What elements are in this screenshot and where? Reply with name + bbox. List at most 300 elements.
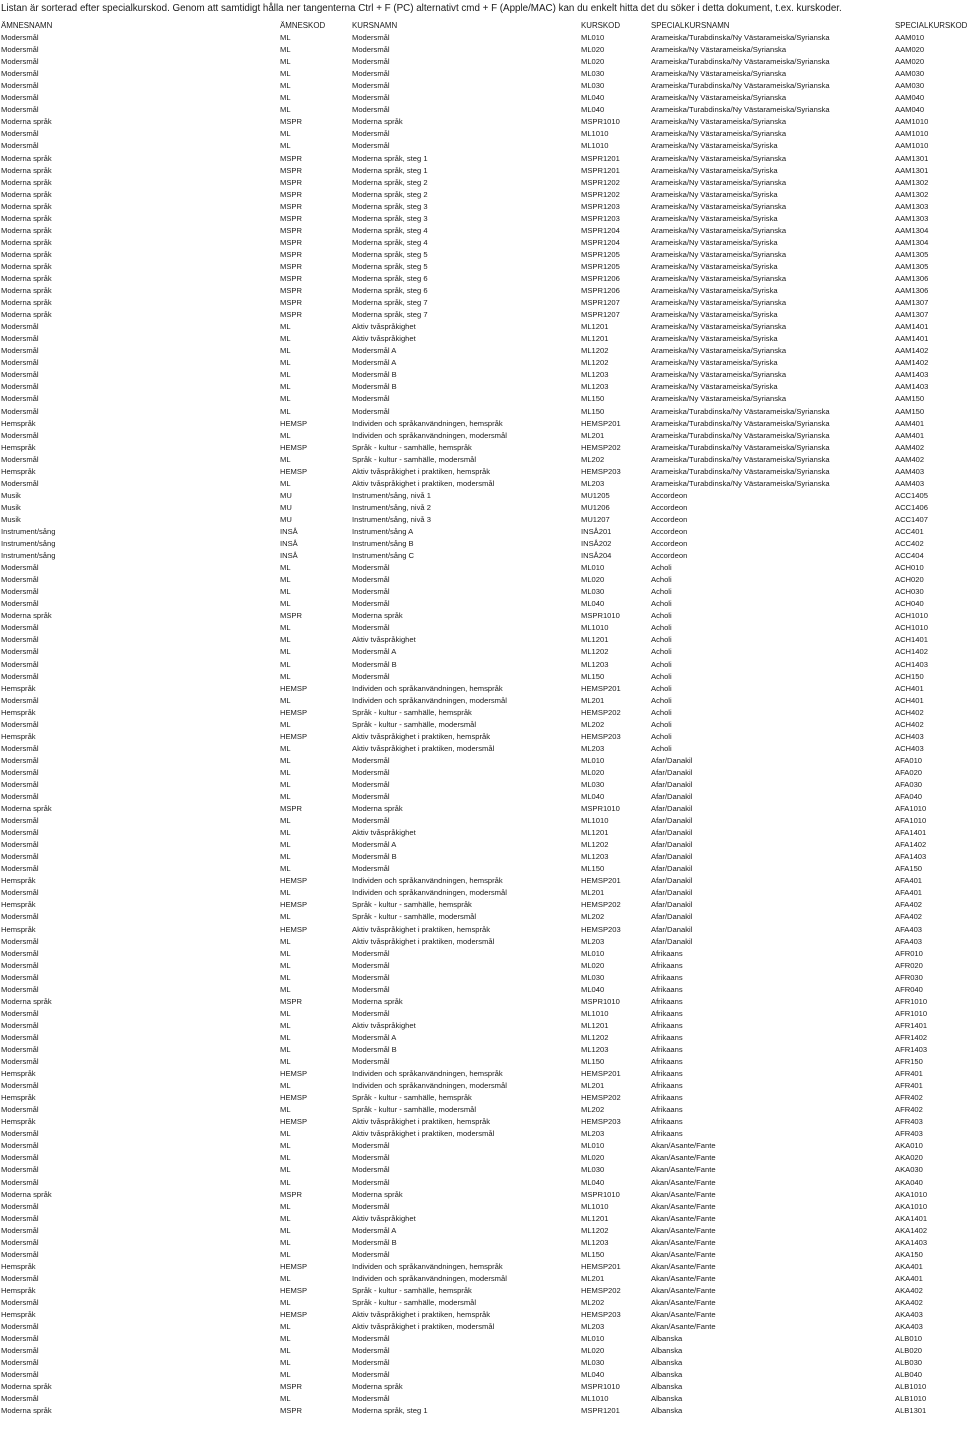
kursnamn-cell: Modersmål (352, 1370, 390, 1380)
specialkurskod-cell: AFR030 (895, 972, 923, 982)
kurskod-cell: INSÅ201 (581, 526, 612, 536)
specialkursnamn-cell: Arameiska/Ny Västarameiska/Syrianska (651, 201, 787, 211)
table-row (0, 165, 960, 177)
specialkursnamn-cell: Acholi (651, 611, 672, 621)
specialkurskod-cell: ACH1403 (895, 659, 928, 669)
specialkurskod-cell: AFA1010 (895, 816, 927, 826)
specialkurskod-cell: ACC1407 (895, 514, 928, 524)
kurskod-cell: ML040 (581, 93, 605, 103)
specialkurskod-cell: AKA402 (895, 1285, 923, 1295)
amneskod-cell: MSPR (280, 261, 302, 271)
header-amnesnamn: ÄMNESNAMN (1, 21, 53, 31)
specialkursnamn-cell: Akan/Asante/Fante (651, 1261, 716, 1271)
kurskod-cell: HEMSP202 (581, 1285, 621, 1295)
kursnamn-cell: Aktiv tvåspråkighet i praktiken, hemspråk (352, 466, 491, 476)
specialkursnamn-cell: Akan/Asante/Fante (651, 1225, 716, 1235)
amneskod-cell: ML (280, 141, 291, 151)
kurskod-cell: ML1202 (581, 358, 609, 368)
specialkursnamn-cell: Albanska (651, 1382, 683, 1392)
kurskod-cell: MSPR1206 (581, 286, 620, 296)
kurskod-cell: ML020 (581, 575, 605, 585)
kurskod-cell: ML010 (581, 755, 605, 765)
amnesnamn-cell: Moderna språk (1, 310, 52, 320)
specialkursnamn-cell: Akan/Asante/Fante (651, 1213, 716, 1223)
table-row (0, 815, 960, 827)
kurskod-cell: INSÅ202 (581, 539, 612, 549)
amneskod-cell: ML (280, 623, 291, 633)
table-row (0, 309, 960, 321)
specialkursnamn-cell: Acholi (651, 599, 672, 609)
amneskod-cell: HEMSP (280, 1310, 308, 1320)
table-row (0, 646, 960, 658)
kurskod-cell: ML1203 (581, 659, 609, 669)
table-row (0, 538, 960, 550)
kurskod-cell: ML202 (581, 454, 605, 464)
kurskod-cell: ML150 (581, 1057, 605, 1067)
kurskod-cell: ML201 (581, 1273, 605, 1283)
kurskod-cell: ML203 (581, 1129, 605, 1139)
kursnamn-cell: Modersmål (352, 792, 390, 802)
specialkursnamn-cell: Arameiska/Ny Västarameiska/Syriska (651, 334, 778, 344)
specialkursnamn-cell: Arameiska/Turabdinska/Ny Västarameiska/Syrianska (651, 105, 830, 115)
amnesnamn-cell: Modersmål (1, 81, 39, 91)
specialkurskod-cell: AFR1403 (895, 1045, 928, 1054)
specialkurskod-cell: AAM1010 (895, 117, 929, 127)
specialkursnamn-cell: Akan/Asante/Fante (651, 1189, 716, 1199)
specialkursnamn-cell: Arameiska/Ny Västarameiska/Syrianska (651, 225, 787, 235)
kursnamn-cell: Språk - kultur - samhälle, hemspråk (352, 900, 472, 910)
specialkurskod-cell: AAM010 (895, 33, 925, 43)
specialkurskod-cell: AAM1302 (895, 189, 929, 199)
specialkurskod-cell: AFA030 (895, 779, 923, 789)
table-row (0, 381, 960, 393)
specialkurskod-cell: AAM1303 (895, 213, 929, 223)
amnesnamn-cell: Modersmål (1, 647, 39, 657)
kursnamn-cell: Modersmål (352, 972, 390, 982)
kursnamn-cell: Moderna språk, steg 7 (352, 298, 428, 308)
kurskod-cell: MSPR1201 (581, 165, 620, 175)
specialkurskod-cell: ACH1010 (895, 611, 928, 621)
table-row (0, 779, 960, 791)
kurskod-cell: ML202 (581, 912, 605, 922)
kursnamn-cell: Modersmål (352, 864, 390, 874)
kursnamn-cell: Modersmål (352, 57, 390, 67)
specialkursnamn-cell: Arameiska/Ny Västarameiska/Syrianska (651, 45, 787, 55)
amnesnamn-cell: Modersmål (1, 659, 39, 669)
kurskod-cell: MSPR1010 (581, 611, 620, 621)
table-row (0, 1237, 960, 1249)
amnesnamn-cell: Moderna språk (1, 117, 52, 127)
amnesnamn-cell: Modersmål (1, 370, 39, 380)
kurskod-cell: ML1203 (581, 382, 609, 392)
specialkursnamn-cell: Akan/Asante/Fante (651, 1153, 716, 1163)
kurskod-cell: ML1201 (581, 1213, 609, 1223)
kurskod-cell: ML1202 (581, 840, 609, 850)
specialkurskod-cell: AFA403 (895, 924, 923, 934)
amneskod-cell: ML (280, 792, 291, 802)
amnesnamn-cell: Modersmål (1, 695, 39, 705)
table-row (0, 430, 960, 442)
kurskod-cell: ML1201 (581, 322, 609, 332)
kurskod-cell: ML010 (581, 948, 605, 958)
amnesnamn-cell: Modersmål (1, 33, 39, 43)
amneskod-cell: INSÅ (280, 551, 298, 561)
specialkurskod-cell: ACC404 (895, 551, 924, 561)
specialkursnamn-cell: Akan/Asante/Fante (651, 1285, 716, 1295)
kursnamn-cell: Aktiv tvåspråkighet i praktiken, modersmål (352, 1322, 495, 1332)
amnesnamn-cell: Modersmål (1, 1273, 39, 1283)
amnesnamn-cell: Modersmål (1, 1237, 39, 1247)
specialkurskod-cell: ALB020 (895, 1346, 923, 1356)
table-row (0, 622, 960, 634)
amnesnamn-cell: Modersmål (1, 105, 39, 115)
table-row (0, 1261, 960, 1273)
kursnamn-cell: Språk - kultur - samhälle, modersmål (352, 454, 477, 464)
amneskod-cell: ML (280, 382, 291, 392)
specialkursnamn-cell: Afar/Danakil (651, 864, 693, 874)
amnesnamn-cell: Modersmål (1, 1129, 39, 1139)
amnesnamn-cell: Hemspråk (1, 1285, 36, 1295)
specialkursnamn-cell: Arameiska/Ny Västarameiska/Syrianska (651, 129, 787, 139)
table-row (0, 924, 960, 936)
specialkurskod-cell: AFA1403 (895, 852, 927, 862)
kursnamn-cell: Modersmål (352, 1057, 390, 1067)
specialkurskod-cell: AKA040 (895, 1177, 923, 1187)
amneskod-cell: MSPR (280, 237, 302, 247)
amneskod-cell: ML (280, 575, 291, 585)
amneskod-cell: MSPR (280, 249, 302, 259)
table-body (0, 32, 960, 1417)
kursnamn-cell: Moderna språk, steg 1 (352, 1406, 428, 1416)
table-row (0, 1369, 960, 1381)
amnesnamn-cell: Modersmål (1, 828, 39, 838)
kursnamn-cell: Modersmål B (352, 1237, 397, 1247)
specialkursnamn-cell: Afrikaans (651, 1045, 683, 1054)
table-row (0, 261, 960, 273)
kurskod-cell: ML030 (581, 779, 605, 789)
table-row (0, 875, 960, 887)
amneskod-cell: MSPR (280, 1189, 302, 1199)
kurskod-cell: MSPR1201 (581, 1406, 620, 1416)
specialkursnamn-cell: Arameiska/Ny Västarameiska/Syriska (651, 382, 778, 392)
amneskod-cell: MSPR (280, 611, 302, 621)
amneskod-cell: ML (280, 840, 291, 850)
amneskod-cell: MSPR (280, 117, 302, 127)
specialkursnamn-cell: Accordeon (651, 551, 688, 561)
specialkurskod-cell: AFR1401 (895, 1020, 928, 1030)
specialkursnamn-cell: Arameiska/Ny Västarameiska/Syrianska (651, 298, 787, 308)
specialkursnamn-cell: Afrikaans (651, 1020, 683, 1030)
kurskod-cell: ML040 (581, 1370, 605, 1380)
table-row (0, 562, 960, 574)
kurskod-cell: ML010 (581, 33, 605, 43)
kurskod-cell: ML1203 (581, 370, 609, 380)
specialkurskod-cell: AAM1306 (895, 274, 929, 283)
table-row (0, 1128, 960, 1140)
amnesnamn-cell: Modersmål (1, 816, 39, 826)
table-row (0, 490, 960, 502)
specialkurskod-cell: AFR402 (895, 1105, 923, 1115)
kursnamn-cell: Individen och språkanvändningen, hemspråk (352, 418, 503, 428)
kurskod-cell: HEMSP203 (581, 1310, 621, 1320)
specialkursnamn-cell: Arameiska/Turabdinska/Ny Västarameiska/Syrianska (651, 430, 830, 440)
specialkursnamn-cell: Afrikaans (651, 1105, 683, 1115)
specialkurskod-cell: AFA1401 (895, 828, 927, 838)
specialkurskod-cell: AKA150 (895, 1249, 923, 1259)
specialkurskod-cell: AAM1305 (895, 261, 929, 271)
kursnamn-cell: Moderna språk, steg 4 (352, 237, 428, 247)
kurskod-cell: HEMSP201 (581, 876, 621, 886)
table-row (0, 683, 960, 695)
amneskod-cell: MSPR (280, 310, 302, 320)
table-row (0, 1321, 960, 1333)
amneskod-cell: MU (280, 490, 292, 500)
kurskod-cell: ML1010 (581, 1201, 609, 1211)
kursnamn-cell: Modersmål B (352, 659, 397, 669)
table-row (0, 44, 960, 56)
table-row (0, 369, 960, 381)
specialkurskod-cell: AKA402 (895, 1297, 923, 1307)
kurskod-cell: ML202 (581, 1297, 605, 1307)
amneskod-cell: HEMSP (280, 924, 308, 934)
amneskod-cell: HEMSP (280, 466, 308, 476)
specialkurskod-cell: AFA150 (895, 864, 923, 874)
amneskod-cell: ML (280, 1141, 291, 1151)
amnesnamn-cell: Moderna språk (1, 611, 52, 621)
specialkursnamn-cell: Afrikaans (651, 1117, 683, 1127)
table-row (0, 406, 960, 418)
kursnamn-cell: Modersmål A (352, 346, 397, 356)
kursnamn-cell: Individen och språkanvändningen, modersmål (352, 430, 507, 440)
header-row (0, 20, 960, 32)
amneskod-cell: ML (280, 1249, 291, 1259)
kurskod-cell: MSPR1203 (581, 201, 620, 211)
specialkurskod-cell: ACC402 (895, 539, 924, 549)
amnesnamn-cell: Modersmål (1, 1105, 39, 1115)
table-row (0, 237, 960, 249)
amneskod-cell: ML (280, 1213, 291, 1223)
amnesnamn-cell: Musik (1, 490, 21, 500)
kursnamn-cell: Aktiv tvåspråkighet i praktiken, hemspråk (352, 1117, 491, 1127)
kursnamn-cell: Individen och språkanvändningen, hemspråk (352, 1069, 503, 1079)
amnesnamn-cell: Modersmål (1, 852, 39, 862)
amneskod-cell: ML (280, 1057, 291, 1067)
amneskod-cell: ML (280, 1008, 291, 1018)
kursnamn-cell: Modersmål (352, 816, 390, 826)
table-row (0, 972, 960, 984)
kurskod-cell: ML040 (581, 1177, 605, 1187)
specialkursnamn-cell: Akan/Asante/Fante (651, 1237, 716, 1247)
amnesnamn-cell: Modersmål (1, 948, 39, 958)
amneskod-cell: ML (280, 719, 291, 729)
table-row (0, 863, 960, 875)
specialkursnamn-cell: Afar/Danakil (651, 792, 693, 802)
kursnamn-cell: Modersmål A (352, 358, 397, 368)
specialkursnamn-cell: Acholi (651, 587, 672, 597)
kurskod-cell: ML010 (581, 1141, 605, 1151)
table-row (0, 1357, 960, 1369)
kurskod-cell: ML020 (581, 1153, 605, 1163)
table-row (0, 803, 960, 815)
table-row (0, 827, 960, 839)
amnesnamn-cell: Hemspråk (1, 418, 36, 428)
specialkurskod-cell: AFA020 (895, 767, 923, 777)
table-row (0, 478, 960, 490)
specialkurskod-cell: ACH403 (895, 731, 924, 741)
table-row (0, 1104, 960, 1116)
amneskod-cell: HEMSP (280, 900, 308, 910)
table-row (0, 357, 960, 369)
kursnamn-cell: Modersmål (352, 671, 390, 681)
kurskod-cell: HEMSP201 (581, 418, 621, 428)
amnesnamn-cell: Modersmål (1, 57, 39, 67)
kursnamn-cell: Modersmål (352, 755, 390, 765)
specialkursnamn-cell: Arameiska/Ny Västarameiska/Syrianska (651, 153, 787, 163)
specialkurskod-cell: AAM1302 (895, 177, 929, 187)
amnesnamn-cell: Hemspråk (1, 900, 36, 910)
specialkursnamn-cell: Arameiska/Ny Västarameiska/Syriska (651, 237, 778, 247)
table-row (0, 92, 960, 104)
amneskod-cell: ML (280, 960, 291, 970)
specialkursnamn-cell: Akan/Asante/Fante (651, 1165, 716, 1175)
kursnamn-cell: Modersmål (352, 948, 390, 958)
specialkursnamn-cell: Accordeon (651, 490, 688, 500)
amneskod-cell: ML (280, 1032, 291, 1042)
kurskod-cell: ML150 (581, 1249, 605, 1259)
amneskod-cell: HEMSP (280, 876, 308, 886)
table-row (0, 960, 960, 972)
specialkurskod-cell: AFR010 (895, 948, 923, 958)
amneskod-cell: ML (280, 1165, 291, 1175)
amnesnamn-cell: Hemspråk (1, 1093, 36, 1103)
amneskod-cell: ML (280, 1346, 291, 1356)
kursnamn-cell: Språk - kultur - samhälle, hemspråk (352, 442, 472, 452)
kurskod-cell: ML010 (581, 1334, 605, 1344)
kurskod-cell: ML1010 (581, 129, 609, 139)
kursnamn-cell: Språk - kultur - samhälle, modersmål (352, 1297, 477, 1307)
kursnamn-cell: Moderna språk, steg 5 (352, 261, 428, 271)
kursnamn-cell: Aktiv tvåspråkighet i praktiken, modersmål (352, 743, 495, 753)
table-row (0, 345, 960, 357)
specialkurskod-cell: AKA401 (895, 1261, 923, 1271)
table-row (0, 996, 960, 1008)
specialkurskod-cell: AKA1010 (895, 1189, 928, 1199)
amnesnamn-cell: Moderna språk (1, 189, 52, 199)
amnesnamn-cell: Modersmål (1, 382, 39, 392)
specialkursnamn-cell: Afar/Danakil (651, 804, 693, 814)
amnesnamn-cell: Modersmål (1, 1322, 39, 1332)
kursnamn-cell: Instrument/sång, nivå 3 (352, 514, 431, 524)
table-row (0, 598, 960, 610)
kursnamn-cell: Modersmål (352, 623, 390, 633)
amnesnamn-cell: Modersmål (1, 575, 39, 585)
kursnamn-cell: Modersmål (352, 767, 390, 777)
specialkurskod-cell: ACC401 (895, 526, 924, 536)
kursnamn-cell: Modersmål (352, 563, 390, 573)
specialkursnamn-cell: Arameiska/Turabdinska/Ny Västarameiska/Syrianska (651, 454, 830, 464)
kursnamn-cell: Moderna språk, steg 1 (352, 165, 428, 175)
amneskod-cell: HEMSP (280, 707, 308, 717)
specialkurskod-cell: ACH1010 (895, 623, 928, 633)
amnesnamn-cell: Moderna språk (1, 225, 52, 235)
kursnamn-cell: Aktiv tvåspråkighet i praktiken, hemspråk (352, 924, 491, 934)
specialkursnamn-cell: Arameiska/Ny Västarameiska/Syrianska (651, 394, 787, 404)
specialkurskod-cell: AFA401 (895, 888, 923, 898)
amnesnamn-cell: Modersmål (1, 1249, 39, 1259)
amneskod-cell: ML (280, 972, 291, 982)
specialkurskod-cell: AFA402 (895, 912, 923, 922)
kurskod-cell: ML030 (581, 81, 605, 91)
kursnamn-cell: Modersmål (352, 394, 390, 404)
kursnamn-cell: Modersmål (352, 129, 390, 139)
specialkurskod-cell: AKA1010 (895, 1201, 928, 1211)
amnesnamn-cell: Modersmål (1, 1394, 39, 1404)
specialkurskod-cell: ACH040 (895, 599, 924, 609)
kursnamn-cell: Modersmål B (352, 370, 397, 380)
kurskod-cell: ML201 (581, 1081, 605, 1091)
kursnamn-cell: Modersmål (352, 1165, 390, 1175)
specialkurskod-cell: AFA040 (895, 792, 923, 802)
kursnamn-cell: Modersmål A (352, 840, 397, 850)
specialkursnamn-cell: Afar/Danakil (651, 840, 693, 850)
amneskod-cell: ML (280, 1394, 291, 1404)
specialkursnamn-cell: Arameiska/Ny Västarameiska/Syrianska (651, 249, 787, 259)
amnesnamn-cell: Modersmål (1, 888, 39, 898)
table-row (0, 1068, 960, 1080)
amneskod-cell: ML (280, 743, 291, 753)
kurskod-cell: ML203 (581, 936, 605, 946)
specialkurskod-cell: AAM401 (895, 418, 925, 428)
kursnamn-cell: Moderna språk, steg 2 (352, 189, 428, 199)
amnesnamn-cell: Modersmål (1, 864, 39, 874)
table-row (0, 225, 960, 237)
table-row (0, 466, 960, 478)
intro-text: Listan är sorterad efter specialkurskod. Genom att samtidigt hålla ner tangenterna Ctrl + F (PC) alternativt cmd + F (Apple/MAC) kan du enkelt hitta det du söker i detta dokument, t.ex. kurskoder. (1, 3, 842, 14)
table-row (0, 1285, 960, 1297)
specialkurskod-cell: AAM403 (895, 478, 925, 488)
table-row (0, 140, 960, 152)
amnesnamn-cell: Modersmål (1, 129, 39, 139)
amnesnamn-cell: Modersmål (1, 394, 39, 404)
table-row (0, 755, 960, 767)
specialkurskod-cell: AKA403 (895, 1322, 923, 1332)
specialkursnamn-cell: Akan/Asante/Fante (651, 1177, 716, 1187)
specialkursnamn-cell: Arameiska/Turabdinska/Ny Västarameiska/Syrianska (651, 57, 830, 67)
kursnamn-cell: Modersmål (352, 33, 390, 43)
specialkursnamn-cell: Afrikaans (651, 1069, 683, 1079)
table-row (0, 1201, 960, 1213)
kurskod-cell: ML203 (581, 1322, 605, 1332)
amnesnamn-cell: Modersmål (1, 599, 39, 609)
specialkurskod-cell: AFA401 (895, 876, 923, 886)
specialkurskod-cell: AKA1402 (895, 1225, 928, 1235)
amneskod-cell: ML (280, 69, 291, 79)
kurskod-cell: MSPR1207 (581, 298, 620, 308)
amneskod-cell: ML (280, 779, 291, 789)
kurskod-cell: MSPR1010 (581, 1382, 620, 1392)
amneskod-cell: ML (280, 1322, 291, 1332)
specialkurskod-cell: ALB030 (895, 1358, 923, 1368)
kurskod-cell: MSPR1010 (581, 117, 620, 127)
amnesnamn-cell: Musik (1, 514, 21, 524)
amneskod-cell: MU (280, 502, 292, 512)
table-row (0, 1405, 960, 1417)
specialkursnamn-cell: Albanska (651, 1346, 683, 1356)
table-row (0, 56, 960, 68)
specialkursnamn-cell: Acholi (651, 623, 672, 633)
amneskod-cell: ML (280, 1297, 291, 1307)
amnesnamn-cell: Modersmål (1, 1153, 39, 1163)
